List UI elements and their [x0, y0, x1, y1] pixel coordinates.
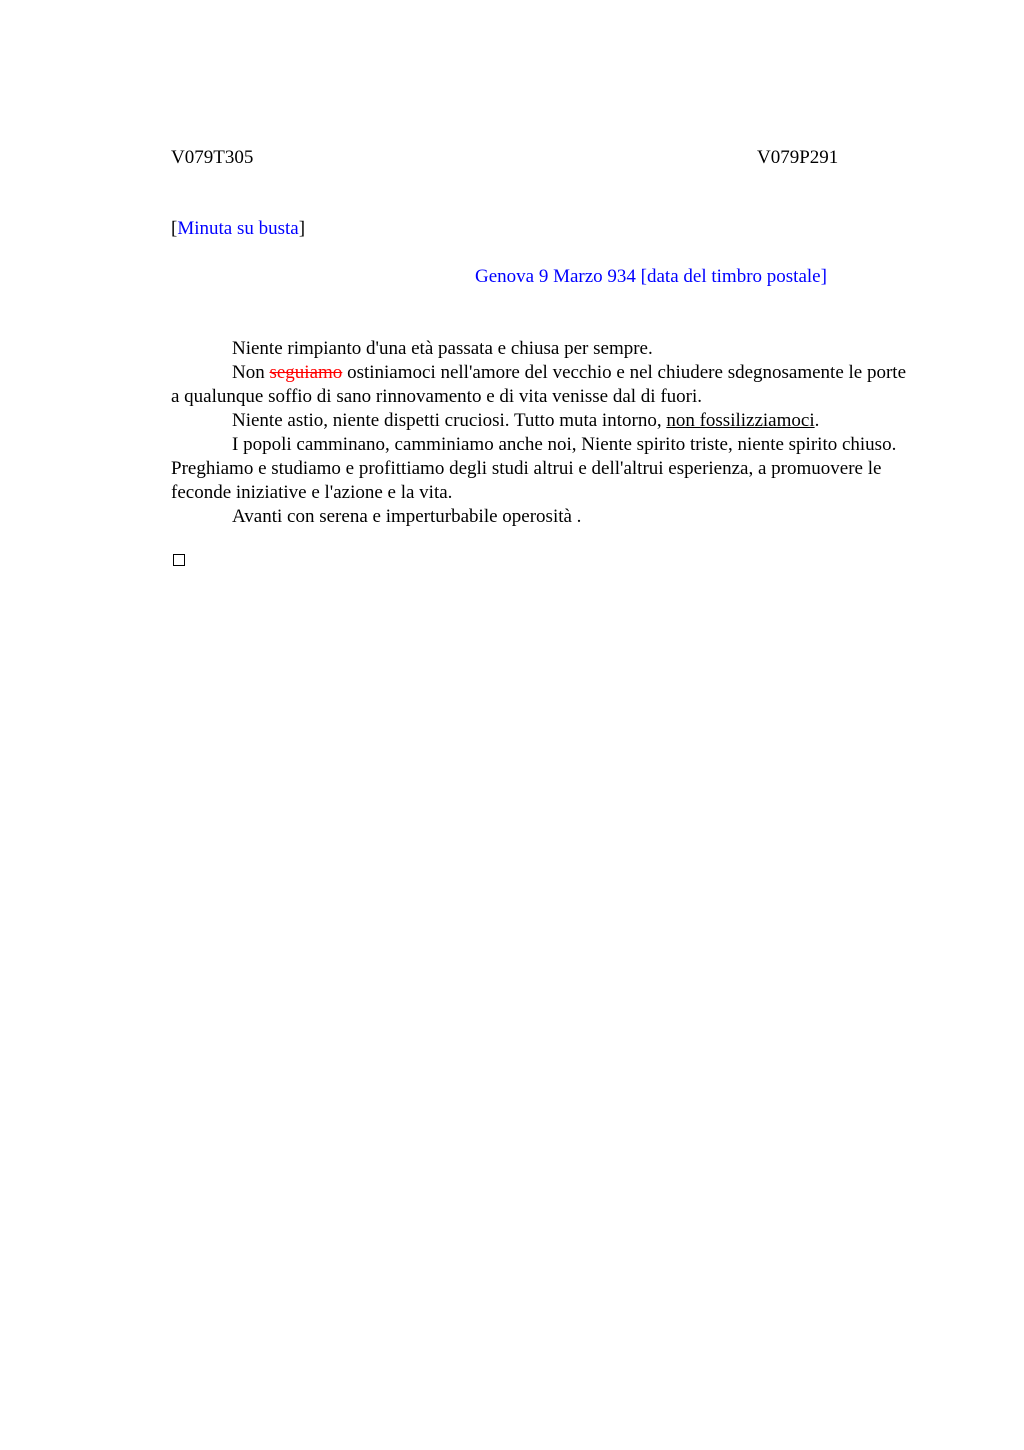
underlined-phrase: non fossilizziamoci	[666, 410, 815, 431]
source-note-close-bracket: ]	[298, 218, 306, 239]
date-line: Genova 9 Marzo 934 [data del timbro postale]	[475, 266, 827, 287]
document-code-right: V079P291	[757, 147, 839, 168]
paragraph-5: Avanti con serena e imperturbabile operosità .	[232, 506, 582, 527]
paragraph-2-rest: ostiniamoci nell'amore del vecchio e nel chiudere sdegnosamente le porte a qualunque soffio di sano rinnovamento e di vita venisse dal di fuori.	[171, 362, 907, 407]
paragraph-2-start: Non	[232, 362, 270, 383]
paragraph-4: I popoli camminano, camminiamo anche noi, Niente spirito triste, niente spirito chiuso. Preghiamo e studiamo e profittiamo degli studi altrui e dell'altrui esperienza, a promuovere le feconde iniziative e l'azione e la vita.	[171, 434, 897, 503]
source-note-text: Minuta su busta	[177, 218, 299, 239]
paragraph-3-end: .	[814, 410, 820, 431]
end-marker-box-icon	[173, 554, 185, 566]
source-note	[171, 218, 305, 240]
letter-body	[171, 337, 919, 529]
source-note-open-bracket: [	[171, 218, 178, 239]
paragraph-3	[171, 409, 919, 433]
document-code-left: V079T305	[171, 147, 254, 168]
deleted-word: seguiamo	[269, 362, 343, 383]
paragraph-3-start: Niente astio, niente dispetti cruciosi. Tutto muta intorno,	[232, 410, 667, 431]
paragraph-2	[171, 361, 919, 409]
paragraph-1: Niente rimpianto d'una età passata e chiusa per sempre.	[232, 338, 653, 359]
